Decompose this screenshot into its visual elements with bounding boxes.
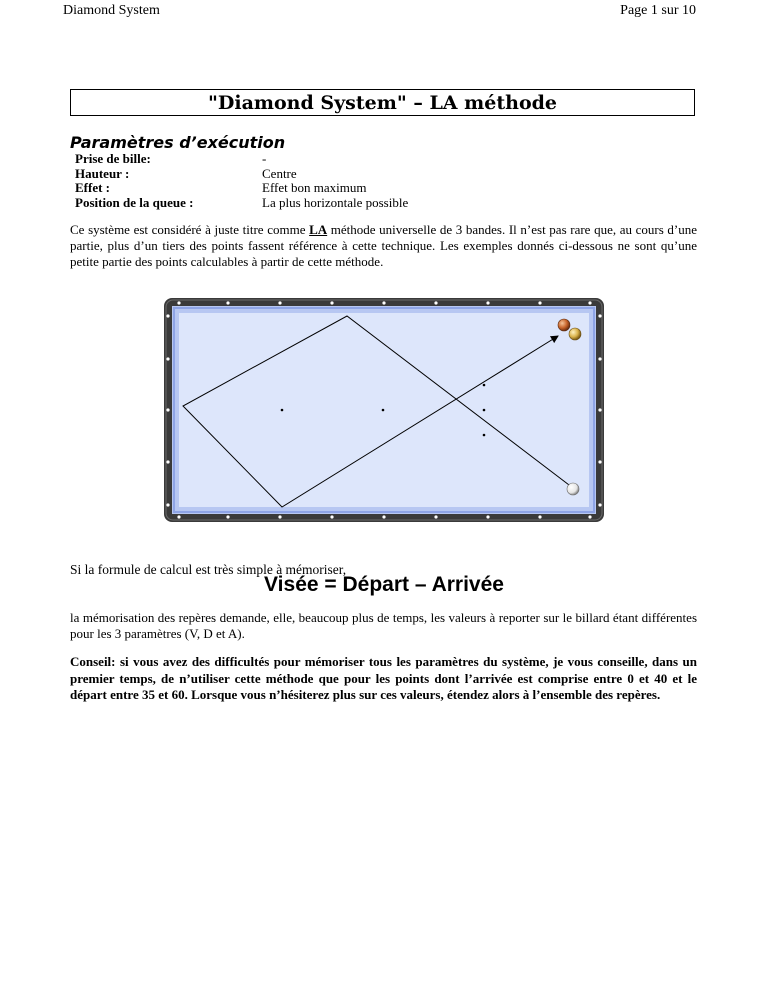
intro-paragraph xyxy=(70,222,697,270)
document-title: "Diamond System" – LA méthode xyxy=(208,91,557,114)
param-label: Effet : xyxy=(75,180,111,195)
formula-intro-text: Si la formule de calcul est très simple à mémoriser, xyxy=(70,562,347,577)
param-label: Prise de bille: xyxy=(75,151,151,166)
param-row xyxy=(75,181,408,196)
intro-emphasis: LA xyxy=(309,222,328,237)
title-box xyxy=(70,89,695,116)
cue-ball xyxy=(567,483,579,495)
page-number: Page 1 sur 10 xyxy=(620,3,696,18)
intro-text-after: méthode universelle de 3 bandes. Il n’est pas rare que, au cours d’une partie, plus d’un tiers des points fassent référence à cette technique. Les exemples donnés ci-dessous ne sont qu’une petite partie des points calculables à partir de cette méthode. xyxy=(70,222,697,269)
param-value: Effet bon maximum xyxy=(262,180,367,195)
param-value: La plus horizontale possible xyxy=(262,194,409,210)
memo-paragraph: la mémorisation des repères demande, elle, beaucoup plus de temps, les valeurs à reporter sur le billard étant différentes pour les 3 paramètres (V, D et A). xyxy=(70,610,697,641)
red-ball xyxy=(558,319,570,331)
param-value: Centre xyxy=(262,165,297,181)
advice-paragraph: Conseil: si vous avez des difficultés pour mémoriser tous les paramètres du système, je vous conseille, dans un premier temps, de n’utiliser cette méthode que pour les points dont l’arrivée est comprise entre 0 et 40 et le départ entre 35 et 60. Lorsque vous n’hésiterez plus sur ces valeurs, étendez alors à l’ensemble des repères. xyxy=(70,654,697,702)
param-row xyxy=(75,196,408,211)
param-row xyxy=(75,167,408,182)
param-label: Hauteur : xyxy=(75,165,130,181)
billiard-table-diagram xyxy=(162,296,606,524)
yellow-ball xyxy=(569,328,581,340)
page-header-left: Diamond System xyxy=(63,3,160,18)
intro-text-before: Ce système est considéré à juste titre comme xyxy=(70,222,310,237)
param-value: - xyxy=(262,151,267,166)
param-row xyxy=(75,152,408,167)
parameters-list xyxy=(75,152,408,210)
param-label: Position de la queue : xyxy=(75,194,194,210)
section-title: Paramètres d’exécution xyxy=(70,133,286,152)
formula: Visée = Départ – Arrivée xyxy=(264,573,504,596)
